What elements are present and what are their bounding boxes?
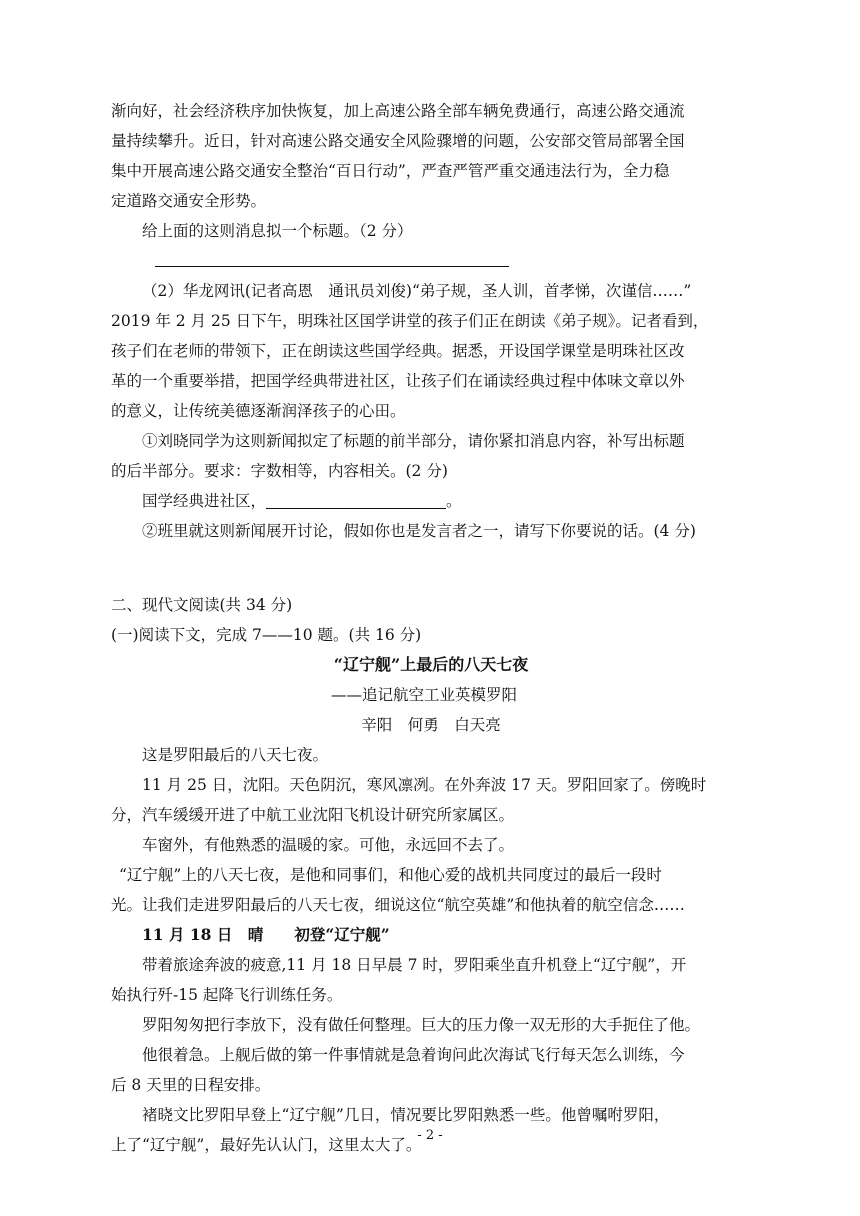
article-paragraph: 始执行歼-15 起降飞行训练任务。 bbox=[111, 986, 343, 1004]
q6-2-sub1-line: ①刘晓同学为这则新闻拟定了标题的前半部分，请你紧扣消息内容，补写出标题 bbox=[142, 432, 685, 450]
fill-blank[interactable] bbox=[266, 492, 446, 509]
article-paragraph: 他很着急。上舰后做的第一件事情就是急着询问此次海试飞行每天怎么训练，今 bbox=[142, 1046, 685, 1064]
article-paragraph: 分，汽车缓缓开进了中航工业沈阳飞机设计研究所家属区。 bbox=[111, 806, 515, 824]
article-paragraph: 带着旅途奔波的疲意,11 月 18 日早晨 7 时，罗阳乘坐直升机登上“辽宁舰”，开 bbox=[142, 956, 687, 974]
article-subtitle: ——追记航空工业英模罗阳 bbox=[331, 686, 518, 704]
section2-heading: 二、现代文阅读(共 34 分) bbox=[111, 596, 293, 614]
q6-2-sub2: ②班里就这则新闻展开讨论，假如你也是发言者之一，请写下你要说的话。(4 分) bbox=[142, 522, 696, 540]
article-section-heading: 11 月 18 日 晴 初登“辽宁舰” bbox=[142, 925, 390, 944]
q6-2-news-line: 的意义，让传统美德逐渐润泽孩子的心田。 bbox=[111, 402, 406, 420]
q6-1-text-line: 集中开展高速公路交通安全整治“百日行动”，严查严管严重交通违法行为，全力稳 bbox=[111, 162, 670, 180]
q6-1-text-line: 量持续攀升。近日，针对高速公路交通安全风险骤增的问题，公安部交管局部署全国 bbox=[111, 132, 685, 150]
q6-2-news-line: 2019 年 2 月 25 日下午，明珠社区国学讲堂的孩子们正在朗读《弟子规》。记者看到， bbox=[111, 312, 709, 330]
article-title: “辽宁舰”上最后的八天七夜 bbox=[333, 655, 529, 674]
fill-suffix: 。 bbox=[446, 492, 462, 510]
article-paragraph: 上了“辽宁舰”，最好先认认门，这里太大了。 bbox=[111, 1136, 422, 1154]
article-paragraph: 后 8 天里的日程安排。 bbox=[111, 1076, 271, 1094]
article-paragraph: 光。让我们走进罗阳最后的八天七夜，细说这位“航空英雄”和他执着的航空信念…… bbox=[111, 896, 685, 914]
article-paragraph: 车窗外，有他熟悉的温暖的家。可他，永远回不去了。 bbox=[142, 836, 515, 854]
q6-1-text-line: 渐向好，社会经济秩序加快恢复，加上高速公路全部车辆免费通行，高速公路交通流 bbox=[111, 102, 685, 120]
q6-2-news-line: 孩子们在老师的带领下，正在朗读这些国学经典。据悉，开设国学课堂是明珠社区改 bbox=[111, 342, 685, 360]
q6-2-sub1-line: 的后半部分。要求：字数相等，内容相关。(2 分) bbox=[111, 462, 448, 480]
q6-1-text-line: 定道路交通安全形势。 bbox=[111, 192, 267, 210]
q6-2-news-line: （2）华龙网讯(记者高恩 通讯员刘俊)“弟子规，圣人训，首孝悌，次谨信……” bbox=[142, 282, 692, 300]
article-paragraph: 罗阳匆匆把行李放下，没有做任何整理。巨大的压力像一双无形的大手扼住了他。 bbox=[142, 1016, 701, 1034]
q6-2-news-line: 革的一个重要举措，把国学经典带进社区，让孩子们在诵读经典过程中体味文章以外 bbox=[111, 372, 685, 390]
q6-1-answer-line[interactable] bbox=[111, 246, 751, 276]
q6-2-fill-line bbox=[111, 486, 751, 516]
article-paragraph: “辽宁舰”上的八天七夜，是他和同事们，和他心爱的战机共同度过的最后一段时 bbox=[119, 866, 662, 884]
article-paragraph: 11 月 25 日，沈阳。天色阴沉，寒风凛冽。在外奔波 17 天。罗阳回家了。傍晚时 bbox=[142, 776, 707, 794]
page-number: - 2 - bbox=[417, 1128, 443, 1143]
article-paragraph: 褚晓文比罗阳早登上“辽宁舰”几日，情况要比罗阳熟悉一些。他曾嘱咐罗阳， bbox=[142, 1106, 670, 1124]
q6-1-prompt: 给上面的这则消息拟一个标题。（2 分） bbox=[142, 222, 413, 240]
page-content bbox=[111, 96, 751, 1160]
article-authors: 辛阳 何勇 白天亮 bbox=[361, 716, 501, 734]
fill-prefix: 国学经典进社区， bbox=[142, 492, 267, 510]
part1-heading: (一)阅读下文，完成 7——10 题。(共 16 分) bbox=[111, 626, 422, 644]
article-paragraph: 这是罗阳最后的八天七夜。 bbox=[142, 746, 329, 764]
answer-space[interactable] bbox=[111, 546, 751, 590]
